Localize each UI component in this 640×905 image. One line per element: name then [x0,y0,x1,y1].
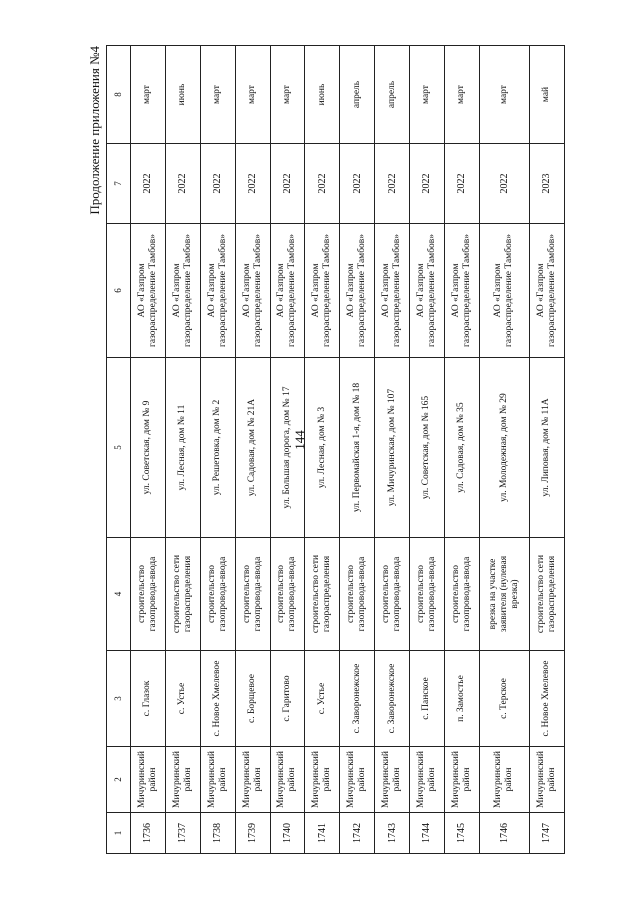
district-cell: Мичуринский район [270,747,305,813]
settlement-cell: с. Устье [165,651,200,747]
table-row [410,46,445,854]
column-header: 3 [107,651,131,747]
year-cell: 2022 [270,144,305,224]
year-cell: 2022 [375,144,410,224]
month-cell: март [235,46,270,144]
settlement-cell: с. Устье [305,651,340,747]
month-cell: март [410,46,445,144]
table-row [200,46,235,854]
work-type-cell: строительство газопровода-ввода [340,538,375,651]
organization-cell: АО «Газпром газораспределение Тамбов» [200,224,235,358]
row-number-cell: 1742 [340,813,375,854]
district-cell: Мичуринский район [131,747,166,813]
settlement-cell: с. Заворонежское [340,651,375,747]
month-cell: март [270,46,305,144]
organization-cell: АО «Газпром газораспределение Тамбов» [165,224,200,358]
address-cell: ул. Советская, дом № 9 [131,358,166,538]
column-header: 4 [107,538,131,651]
work-type-cell: строительство газопровода-ввода [375,538,410,651]
month-cell: апрель [375,46,410,144]
settlement-cell: с. Заворонежское [375,651,410,747]
row-number-cell: 1736 [131,813,166,854]
table-row [270,46,305,854]
address-cell: ул. Первомайская 1-я, дом № 18 [340,358,375,538]
row-number-cell: 1745 [444,813,479,854]
settlement-cell: с. Гаритово [270,651,305,747]
appendix-title: Продолжение приложения №4 [87,46,102,215]
district-cell: Мичуринский район [410,747,445,813]
table-row [340,46,375,854]
district-cell: Мичуринский район [340,747,375,813]
organization-cell: АО «Газпром газораспределение Тамбов» [410,224,445,358]
month-cell: июнь [165,46,200,144]
column-header: 2 [107,747,131,813]
work-type-cell: врезка на участке заявителя (нулевая врезка) [479,538,529,651]
year-cell: 2022 [444,144,479,224]
address-cell: ул. Липовая, дом № 11А [529,358,564,538]
column-header: 5 [107,358,131,538]
year-cell: 2022 [131,144,166,224]
settlement-cell: п. Замостье [444,651,479,747]
address-cell: ул. Мичуринская, дом № 107 [375,358,410,538]
district-cell: Мичуринский район [305,747,340,813]
organization-cell: АО «Газпром газораспределение Тамбов» [529,224,564,358]
row-number-cell: 1741 [305,813,340,854]
organization-cell: АО «Газпром газораспределение Тамбов» [131,224,166,358]
month-cell: март [444,46,479,144]
organization-cell: АО «Газпром газораспределение Тамбов» [340,224,375,358]
row-number-cell: 1738 [200,813,235,854]
organization-cell: АО «Газпром газораспределение Тамбов» [479,224,529,358]
table-row [305,46,340,854]
settlement-cell: с. Новое Хмелевое [200,651,235,747]
month-cell: апрель [340,46,375,144]
year-cell: 2022 [305,144,340,224]
row-number-cell: 1746 [479,813,529,854]
organization-cell: АО «Газпром газораспределение Тамбов» [270,224,305,358]
rotated-page-content [87,46,565,854]
year-cell: 2022 [165,144,200,224]
column-header: 8 [107,46,131,144]
month-cell: март [200,46,235,144]
page-number: 144 [292,430,307,450]
settlement-cell: с. Новое Хмелевое [529,651,564,747]
district-cell: Мичуринский район [165,747,200,813]
year-cell: 2022 [340,144,375,224]
work-type-cell: строительство газопровода-ввода [200,538,235,651]
row-number-cell: 1737 [165,813,200,854]
address-cell: ул. Садовая, дом № 21А [235,358,270,538]
address-cell: ул. Молодежная, дом № 29 [479,358,529,538]
organization-cell: АО «Газпром газораспределение Тамбов» [444,224,479,358]
table-row [529,46,564,854]
month-cell: июнь [305,46,340,144]
work-type-cell: строительство газопровода-ввода [131,538,166,651]
row-number-cell: 1747 [529,813,564,854]
address-cell: ул. Советская, дом № 165 [410,358,445,538]
work-type-cell: строительство газопровода-ввода [270,538,305,651]
work-type-cell: строительство газопровода-ввода [235,538,270,651]
district-cell: Мичуринский район [444,747,479,813]
year-cell: 2022 [200,144,235,224]
table-row [444,46,479,854]
row-number-cell: 1743 [375,813,410,854]
organization-cell: АО «Газпром газораспределение Тамбов» [375,224,410,358]
address-cell: ул. Садовая, дом № 35 [444,358,479,538]
district-cell: Мичуринский район [200,747,235,813]
settlement-cell: с. Глазок [131,651,166,747]
address-cell: ул. Лесная, дом № 11 [165,358,200,538]
table-row [235,46,270,854]
district-cell: Мичуринский район [375,747,410,813]
organization-cell: АО «Газпром газораспределение Тамбов» [305,224,340,358]
month-cell: март [479,46,529,144]
settlement-cell: с. Терское [479,651,529,747]
table-row [131,46,166,854]
month-cell: май [529,46,564,144]
settlement-cell: с. Борщевое [235,651,270,747]
work-type-cell: строительство сети газораспределения [165,538,200,651]
address-cell: ул. Лесная, дом № 3 [305,358,340,538]
address-cell: ул. Решетовка, дом № 2 [200,358,235,538]
settlement-cell: с. Панское [410,651,445,747]
year-cell: 2022 [410,144,445,224]
table-row [165,46,200,854]
landscape-content [87,46,565,854]
table-row [479,46,529,854]
work-type-cell: строительство газопровода-ввода [444,538,479,651]
address-cell: ул. Большая дорога, дом № 17 [270,358,305,538]
organization-cell: АО «Газпром газораспределение Тамбов» [235,224,270,358]
year-cell: 2022 [235,144,270,224]
work-type-cell: строительство сети газораспределения [305,538,340,651]
work-type-cell: строительство сети газораспределения [529,538,564,651]
gasification-table [106,45,565,854]
district-cell: Мичуринский район [479,747,529,813]
row-number-cell: 1740 [270,813,305,854]
table-row [375,46,410,854]
month-cell: март [131,46,166,144]
work-type-cell: строительство газопровода-ввода [410,538,445,651]
column-header: 1 [107,813,131,854]
year-cell: 2023 [529,144,564,224]
table-header-row [107,46,131,854]
row-number-cell: 1739 [235,813,270,854]
column-header: 6 [107,224,131,358]
row-number-cell: 1744 [410,813,445,854]
column-header: 7 [107,144,131,224]
district-cell: Мичуринский район [529,747,564,813]
district-cell: Мичуринский район [235,747,270,813]
year-cell: 2022 [479,144,529,224]
